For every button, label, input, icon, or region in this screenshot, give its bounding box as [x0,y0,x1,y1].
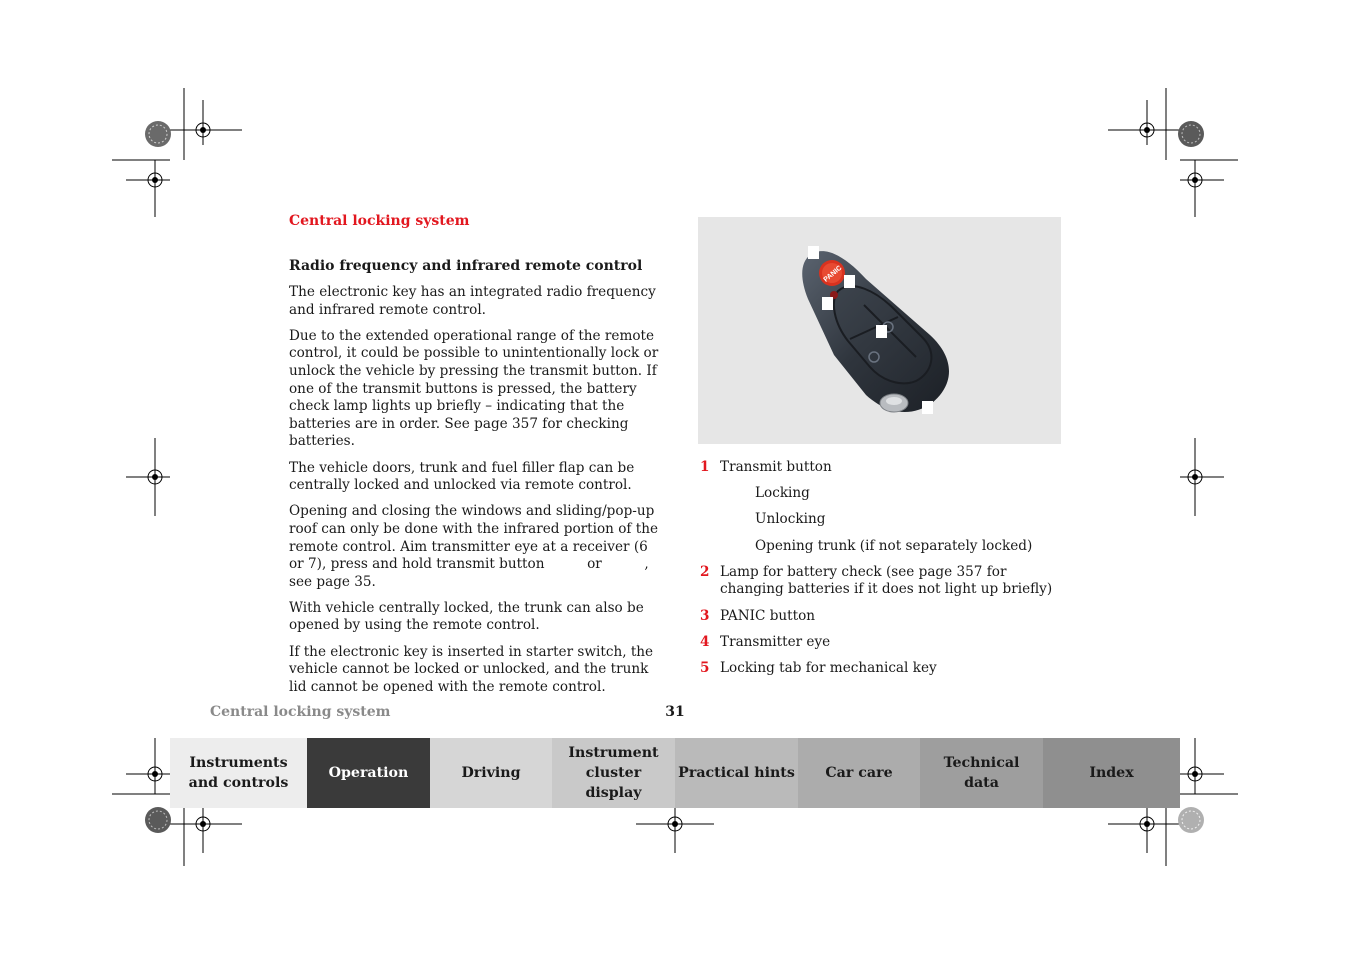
nav-tab-label: Technical data [943,755,1020,791]
callout-text: PANIC button [720,607,816,624]
callout-label-3 [808,246,819,259]
nav-tab-label: Instruments and controls [188,755,289,791]
callout-number: 4 [700,633,710,650]
paragraph: If the electronic key is inserted in starter switch, the vehicle cannot be locked or unlocked, and the trunk lid cannot be opened with the remote control. [289,643,654,695]
nav-tab-index[interactable] [1043,738,1180,808]
callout-item [698,608,1063,626]
chapter-nav-bar [170,738,1180,808]
page-number: 31 [665,704,685,720]
callout-item [698,660,1063,678]
footer-section-title: Central locking system [210,704,391,720]
body-text [289,257,659,705]
callout-text: Transmitter eye [720,633,831,650]
callout-list [698,459,1063,686]
callout-number: 2 [700,563,710,580]
callout-item [698,564,1063,599]
callout-text: Lamp for battery check (see page 357 for changing batteries if it does not light up briefly) [720,563,1053,598]
section-title: Central locking system [289,213,470,229]
nav-tab-instruments-and-controls[interactable] [170,738,307,808]
paragraph: With vehicle centrally locked, the trunk can also be opened by using the remote control. [289,599,644,634]
nav-tab-technical-data[interactable] [920,738,1043,808]
nav-tab-car-care[interactable] [798,738,920,808]
callout-number: 3 [700,607,710,624]
callout-label-4 [844,275,855,288]
nav-tab-label: Car care [825,765,893,781]
paragraph: Due to the extended operational range of the remote control, it could be possible to unintentionally lock or unlock the vehicle by pressing the transmit button. If one of the transmit buttons is pressed, the battery check lamp lights up briefly – indicating that the batteries are in order. See page 357 for checking batteries. [289,327,659,450]
paragraph: The electronic key has an integrated radio frequency and infrared remote control. [289,284,656,318]
nav-tab-instrument-cluster-display[interactable] [552,738,675,808]
callout-label-2 [822,297,833,310]
subheading: Radio frequency and infrared remote control [289,258,643,274]
nav-tab-label: Index [1089,765,1134,781]
callout-subitem: Locking [755,485,810,502]
callout-number: 1 [700,459,710,475]
paragraph: Opening and closing the windows and sliding/pop-up roof can only be done with the infrared portion of the remote control. Aim transmitter eye at a receiver (6 or 7), press and hold transmit button or , see page 35. [289,503,659,590]
callout-text: Transmit button [720,459,832,475]
callout-text: Locking tab for mechanical key [720,659,937,676]
callout-subitem: Opening trunk (if not separately locked) [755,537,1033,554]
paragraph: The vehicle doors, trunk and fuel filler flap can be centrally locked and unlocked via remote control. [289,459,635,494]
nav-tab-operation[interactable] [307,738,430,808]
nav-tab-label: Operation [328,765,409,781]
nav-tab-label: Driving [461,765,521,781]
nav-tab-driving[interactable] [430,738,552,808]
callout-label-5 [922,401,933,414]
callout-item [698,634,1063,652]
callout-subitem: Unlocking [755,511,826,528]
key-figure [698,217,1061,444]
nav-tab-label: Practical hints [678,765,795,781]
panic-label: PANIC [822,264,844,284]
nav-tab-practical-hints[interactable] [675,738,798,808]
callout-item [698,459,1063,477]
callout-number: 5 [700,659,710,676]
callout-label-1 [876,325,887,338]
nav-tab-label: Instrument cluster display [568,745,659,801]
